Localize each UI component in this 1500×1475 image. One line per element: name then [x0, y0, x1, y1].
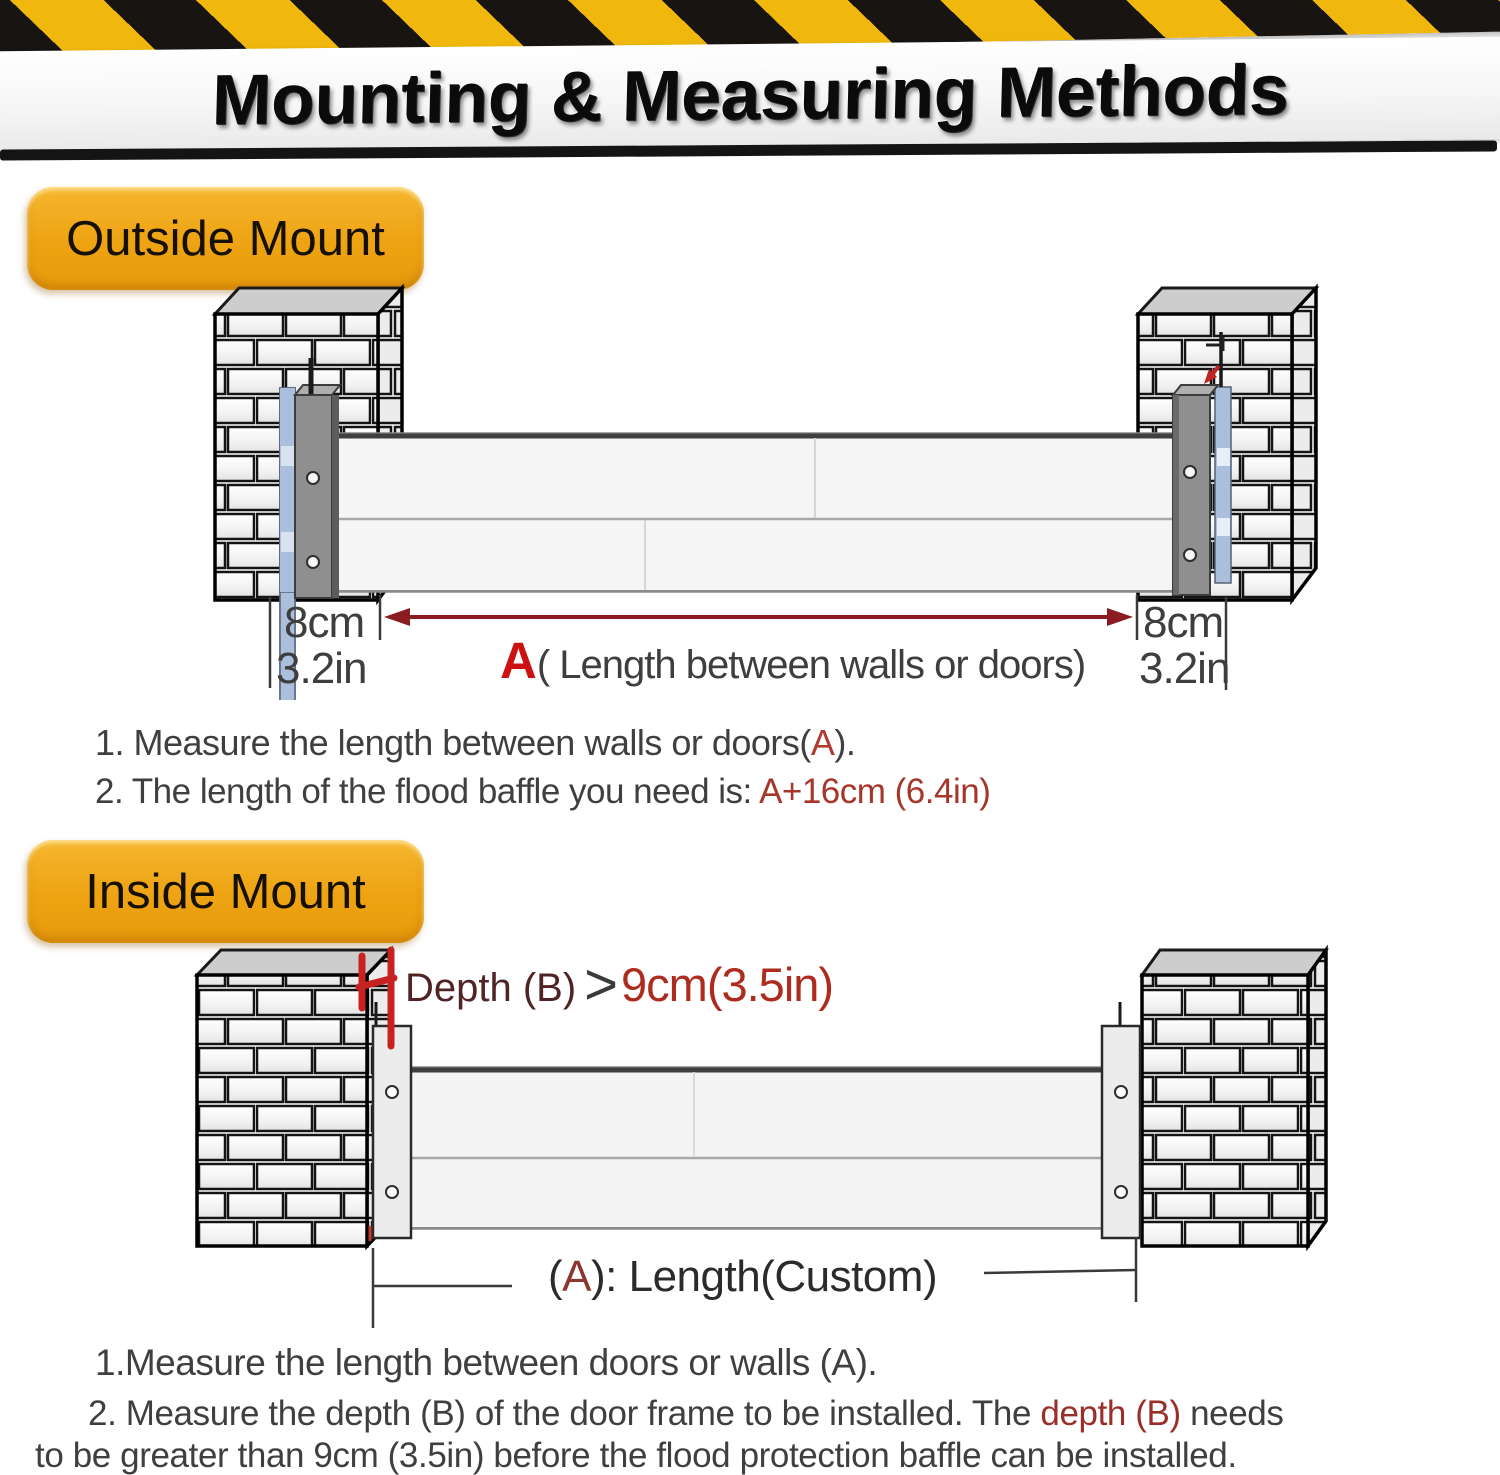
inside-step-1: 1.Measure the length between doors or walls (A).	[95, 1342, 878, 1383]
right-pillar	[1142, 950, 1326, 1246]
left-3-2in-label: 3.2in	[276, 644, 367, 693]
left-8cm-label: 8cm	[284, 598, 365, 647]
depth-b-label: Depth (B) > 9cm(3.5in)	[405, 952, 834, 1017]
length-custom-label: (A): Length(Custom)	[548, 1252, 938, 1301]
flood-baffle	[337, 433, 1177, 592]
length-a-label: A( Length between walls or doors)	[500, 632, 1086, 689]
right-8cm-label: 8cm	[1143, 598, 1224, 647]
length-a-letter: A	[500, 632, 537, 689]
inside-mount-label: Inside Mount	[27, 840, 424, 943]
greater-than-sign: >	[584, 952, 619, 1017]
inside-step-2-line-2: to be greater than 9cm (3.5in) before the flood protection baffle can be installed.	[35, 1436, 1237, 1475]
length-arrow	[384, 608, 1133, 626]
inside-step-2-line-1: 2. Measure the depth (B) of the door frame to be installed. The depth (B) needs	[88, 1394, 1284, 1433]
right-3-2in-label: 3.2in	[1139, 644, 1230, 693]
title-band	[0, 37, 1500, 154]
outside-step-1: 1. Measure the length between walls or doors(A).	[95, 722, 856, 763]
right-channel	[1102, 1002, 1140, 1238]
outside-mount-label: Outside Mount	[27, 187, 424, 290]
page-title: Mounting & Measuring Methods	[210, 50, 1290, 140]
outside-step-2: 2. The length of the flood baffle you need is: A+16cm (6.4in)	[95, 772, 991, 811]
flood-baffle	[411, 1067, 1102, 1229]
